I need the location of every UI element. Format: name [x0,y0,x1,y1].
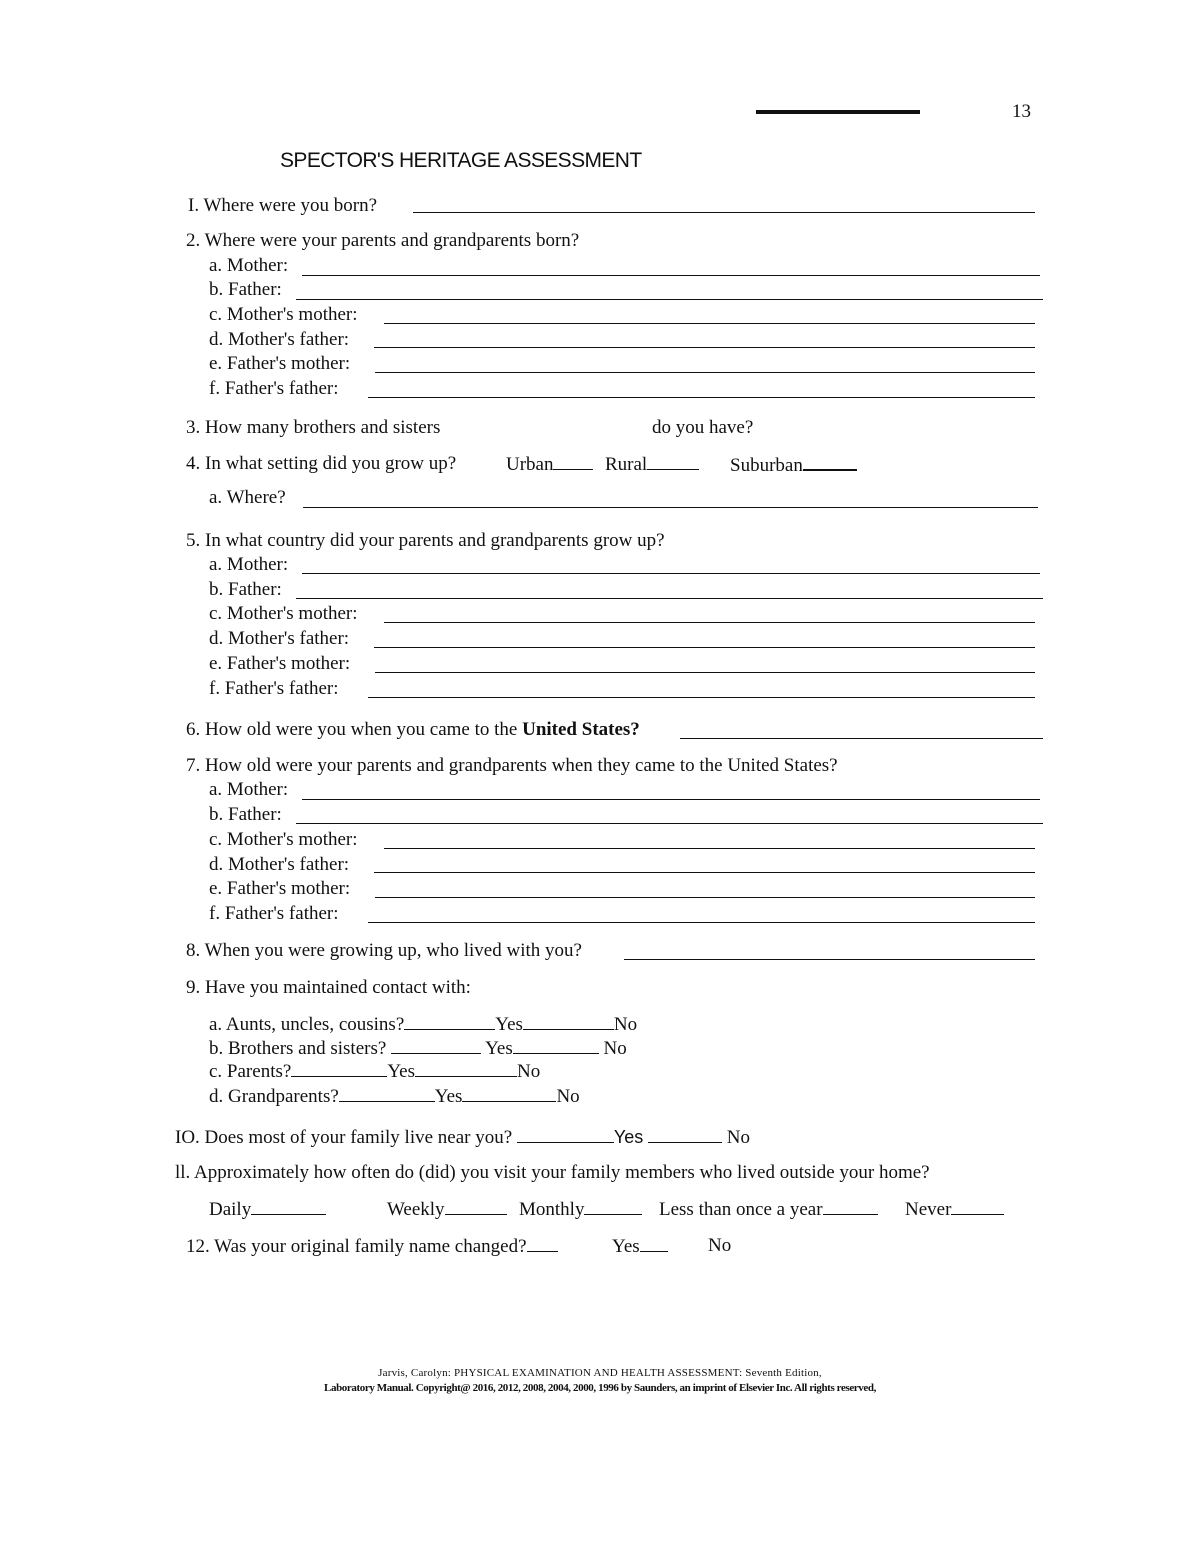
header-rule [756,110,920,114]
q9-siblings-no: No [603,1038,627,1059]
q4-sub-where: a. Where? [209,487,286,508]
q5-item-mother: a. Mother: [209,554,289,575]
answer-line-q5a[interactable] [302,573,1040,574]
page-title: SPECTOR'S HERITAGE ASSESSMENT [280,149,642,172]
question-6-bold: United States? [522,719,640,740]
q5-item-father: b. Father: [209,579,282,600]
q9-siblings-yes-blank[interactable] [391,1037,481,1054]
answer-line-q2e[interactable] [375,372,1035,373]
q9-siblings-label: b. Brothers and sisters? [209,1038,387,1059]
question-10-label: IO. Does most of your family live near you? [175,1127,513,1148]
q2-item-mothers-father: d. Mother's father: [209,329,350,350]
question-5-label: 5. In what country did your parents and grandparents grow up? [186,530,665,551]
q11-less-blank[interactable] [823,1198,878,1215]
q9-parents-label: c. Parents? [209,1061,292,1082]
q9-row-siblings [209,1037,627,1060]
footer-citation-line-2: Laboratory Manual. Copyright@ 2016, 2012, 2008, 2004, 2000, 1996 by Saunders, an imprint of Elsevier Inc. All rights reserved, [324,1382,876,1394]
q12-blank[interactable] [527,1235,558,1252]
q7-item-mothers-father: d. Mother's father: [209,854,350,875]
q9-grandparents-no-blank[interactable] [462,1085,556,1102]
q9-parents-no-blank[interactable] [415,1060,517,1077]
q9-row-grandparents [209,1085,580,1108]
q11-opt-monthly [519,1198,642,1221]
q7-item-fathers-mother: e. Father's mother: [209,878,351,899]
answer-line-q7c[interactable] [384,848,1035,849]
q4-option-suburban [730,453,857,477]
q12-yes-blank[interactable] [640,1235,668,1252]
q7-item-mothers-mother: c. Mother's mother: [209,829,358,850]
q2-item-mother: a. Mother: [209,255,289,276]
q11-opt-never [905,1198,1004,1221]
answer-line-q7d[interactable] [374,872,1035,873]
q12-no-label: No [708,1235,732,1256]
q9-row-aunts [209,1013,637,1036]
q9-row-parents [209,1060,540,1083]
q11-daily-blank[interactable] [251,1198,326,1215]
answer-line-q6[interactable] [680,738,1043,739]
question-8-label: 8. When you were growing up, who lived with you? [186,940,582,961]
q10-yes: Yes [613,1127,644,1147]
answer-line-q8[interactable] [624,959,1035,960]
q11-daily-label: Daily [209,1199,252,1220]
answer-line-q7f[interactable] [368,922,1035,923]
q5-item-mothers-mother: c. Mother's mother: [209,603,358,624]
q7-item-mother: a. Mother: [209,779,289,800]
q7-item-fathers-father: f. Father's father: [209,903,339,924]
q9-aunts-yes: Yes [495,1014,523,1035]
q11-monthly-label: Monthly [519,1199,585,1220]
q2-item-fathers-father: f. Father's father: [209,378,339,399]
answer-line-q2d[interactable] [374,347,1035,348]
q11-weekly-blank[interactable] [445,1198,507,1215]
q4-suburban-blank[interactable] [803,453,857,471]
q4-rural-blank[interactable] [647,453,699,470]
answer-line-q5e[interactable] [375,672,1035,673]
answer-line-q1[interactable] [413,212,1035,213]
q4-option-rural [605,453,699,476]
q10-no-blank[interactable] [648,1126,722,1143]
q12-yes-label: Yes [612,1236,640,1257]
answer-line-q2a[interactable] [302,275,1040,276]
q4-suburban-label: Suburban [730,455,803,476]
q11-never-blank[interactable] [951,1198,1004,1215]
answer-line-q2b[interactable] [296,299,1043,300]
q9-aunts-no: No [613,1014,638,1035]
question-1-label: I. Where were you born? [188,195,378,216]
q4-rural-label: Rural [605,454,648,475]
footer-citation-line-1: Jarvis, Carolyn: PHYSICAL EXAMINATION AND HEALTH ASSESSMENT: Seventh Edition, [378,1367,822,1379]
answer-line-q4a[interactable] [303,507,1038,508]
q9-parents-no: No [516,1061,541,1082]
q11-less-label: Less than once a year [659,1199,823,1220]
question-9-label: 9. Have you maintained contact with: [186,977,471,998]
q11-weekly-label: Weekly [387,1199,445,1220]
q2-item-fathers-mother: e. Father's mother: [209,353,351,374]
question-7-label: 7. How old were your parents and grandparents when they came to the United States? [186,755,838,776]
q9-siblings-yes: Yes [485,1038,513,1059]
question-12-label: 12. Was your original family name changed? [186,1236,527,1257]
answer-line-q2f[interactable] [368,397,1035,398]
q10-yes-blank[interactable] [517,1126,614,1143]
q9-parents-yes-blank[interactable] [291,1060,387,1077]
q9-siblings-no-blank[interactable] [513,1037,599,1054]
q9-aunts-no-blank[interactable] [523,1013,614,1030]
q11-never-label: Never [905,1199,952,1220]
answer-line-q7e[interactable] [375,897,1035,898]
q11-monthly-blank[interactable] [584,1198,642,1215]
question-12 [186,1235,558,1258]
q5-item-fathers-father: f. Father's father: [209,678,339,699]
q4-urban-label: Urban [506,454,554,475]
answer-line-q5f[interactable] [368,697,1035,698]
q5-item-mothers-father: d. Mother's father: [209,628,350,649]
q4-urban-blank[interactable] [553,453,593,470]
q9-parents-yes: Yes [387,1061,415,1082]
q9-aunts-label: a. Aunts, uncles, cousins? [209,1014,405,1035]
question-3-tail: do you have? [652,417,754,438]
q9-grandparents-yes: Yes [434,1086,463,1107]
question-4-label: 4. In what setting did you grow up? [186,453,457,474]
q9-grandparents-no: No [556,1086,580,1107]
answer-line-q2c[interactable] [384,323,1035,324]
q2-item-father: b. Father: [209,279,282,300]
answer-line-q7b[interactable] [296,823,1043,824]
q11-opt-less [659,1198,878,1221]
q9-grandparents-label: d. Grandparents? [209,1086,339,1107]
q7-item-father: b. Father: [209,804,282,825]
question-6 [186,719,640,741]
q2-item-mothers-mother: c. Mother's mother: [209,304,358,325]
q9-aunts-yes-blank[interactable] [404,1013,495,1030]
answer-line-q5d[interactable] [374,647,1035,648]
page-number: 13 [1012,101,1031,122]
question-10 [175,1126,750,1149]
question-6-label: 6. How old were you when you came to the [186,719,518,740]
question-2-label: 2. Where were your parents and grandparents born? [186,230,580,251]
answer-line-q7a[interactable] [302,799,1040,800]
q9-grandparents-yes-blank[interactable] [339,1085,435,1102]
question-3-label: 3. How many brothers and sisters [186,417,441,438]
answer-line-q5c[interactable] [384,622,1035,623]
q11-opt-weekly [387,1198,507,1221]
q10-no: No [726,1127,751,1148]
q5-item-fathers-mother: e. Father's mother: [209,653,351,674]
q12-opt-yes [612,1235,668,1258]
question-11-label: ll. Approximately how often do (did) you visit your family members who lived outside your home? [175,1162,930,1183]
q4-option-urban [506,453,593,476]
q11-opt-daily [209,1198,326,1221]
answer-line-q5b[interactable] [296,598,1043,599]
